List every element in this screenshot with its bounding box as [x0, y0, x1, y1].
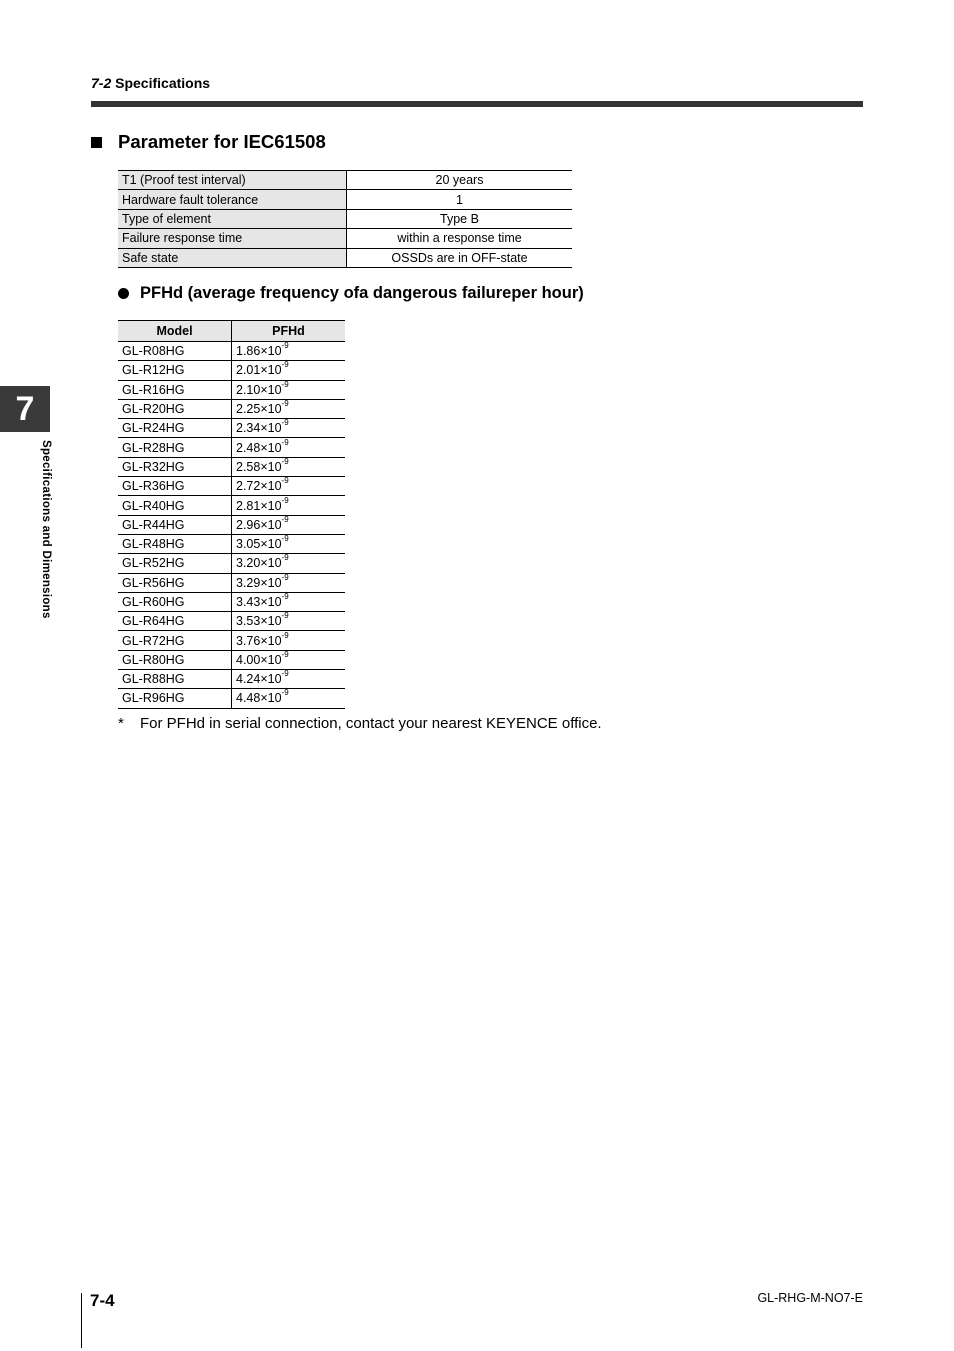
parameter-row: [118, 248, 572, 267]
model-cell: GL-R08HG: [118, 342, 232, 361]
table-row: [118, 573, 345, 592]
pfhd-cell: [232, 457, 346, 476]
pfhd-exponent: -9: [281, 553, 289, 563]
model-cell: GL-R32HG: [118, 457, 232, 476]
pfhd-table: [118, 320, 345, 709]
footer-rule: [81, 1293, 82, 1348]
pfhd-mantissa: 2.72×10: [236, 479, 282, 494]
pfhd-mantissa: 2.81×10: [236, 498, 282, 513]
pfhd-cell: [232, 534, 346, 553]
pfhd-mantissa: 2.96×10: [236, 517, 282, 532]
model-cell: GL-R40HG: [118, 496, 232, 515]
pfhd-mantissa: 4.24×10: [236, 672, 282, 687]
table-row: [118, 438, 345, 457]
document-code: GL-RHG-M-NO7-E: [757, 1291, 863, 1305]
table-row: [118, 419, 345, 438]
pfhd-exponent: -9: [281, 399, 289, 409]
pfhd-exponent: -9: [281, 611, 289, 621]
pfhd-mantissa: 3.43×10: [236, 595, 282, 609]
model-column-header: Model: [118, 321, 232, 342]
model-cell: GL-R52HG: [118, 554, 232, 573]
table-row: [118, 612, 345, 631]
model-cell: GL-R88HG: [118, 670, 232, 689]
table-row: [118, 457, 345, 476]
pfhd-cell: [232, 670, 346, 689]
model-cell: GL-R72HG: [118, 631, 232, 650]
model-cell: GL-R56HG: [118, 573, 232, 592]
pfhd-mantissa: 3.05×10: [236, 537, 282, 552]
parameter-value: 1: [347, 190, 573, 209]
pfhd-cell: [232, 612, 346, 631]
pfhd-mantissa: 4.48×10: [236, 691, 282, 706]
table-row: [118, 689, 345, 708]
model-cell: GL-R80HG: [118, 650, 232, 669]
pfhd-cell: [232, 399, 346, 418]
pfhd-mantissa: 2.25×10: [236, 402, 282, 417]
model-cell: GL-R20HG: [118, 399, 232, 418]
pfhd-mantissa: 3.53×10: [236, 614, 282, 629]
pfhd-mantissa: 2.01×10: [236, 363, 282, 378]
pfhd-mantissa: 2.48×10: [236, 440, 282, 455]
pfhd-mantissa: 3.76×10: [236, 633, 282, 648]
chapter-tab: 7: [0, 386, 50, 432]
table-row: [118, 361, 345, 380]
chapter-side-label: Specifications and Dimensions: [40, 440, 52, 619]
table-row: [118, 380, 345, 399]
pfhd-cell: [232, 573, 346, 592]
pfhd-exponent: -9: [281, 572, 289, 582]
parameter-row: [118, 229, 572, 248]
pfhd-exponent: -9: [281, 534, 289, 544]
pfhd-mantissa: 4.00×10: [236, 652, 282, 667]
pfhd-header-row: [118, 321, 345, 342]
pfhd-exponent: -9: [281, 360, 289, 370]
pfhd-exponent: -9: [281, 495, 289, 505]
parameter-value: OSSDs are in OFF-state: [347, 248, 573, 267]
pfhd-cell: [232, 361, 346, 380]
pfhd-column-header: PFHd: [232, 321, 346, 342]
parameter-row: [118, 171, 572, 190]
section-heading: [91, 131, 326, 153]
pfhd-exponent: -9: [281, 592, 289, 601]
footnote-mark: *: [118, 715, 124, 732]
section-title: Parameter for IEC61508: [118, 131, 326, 152]
table-row: [118, 631, 345, 650]
model-cell: GL-R12HG: [118, 361, 232, 380]
model-cell: GL-R44HG: [118, 515, 232, 534]
pfhd-cell: [232, 342, 346, 361]
pfhd-cell: [232, 515, 346, 534]
pfhd-cell: [232, 477, 346, 496]
table-row: [118, 342, 345, 361]
pfhd-exponent: -9: [281, 669, 289, 679]
parameter-row: [118, 190, 572, 209]
header-rule: [91, 101, 863, 107]
parameter-key: Hardware fault tolerance: [118, 190, 347, 209]
parameter-key: T1 (Proof test interval): [118, 171, 347, 190]
pfhd-mantissa: 2.58×10: [236, 459, 282, 474]
header-section-number: 7-2: [91, 75, 112, 91]
page-number: 7-4: [90, 1291, 115, 1310]
table-row: [118, 515, 345, 534]
parameter-value: Type B: [347, 209, 573, 228]
table-row: [118, 592, 345, 611]
pfhd-cell: [232, 419, 346, 438]
square-bullet-icon: [91, 137, 102, 148]
pfhd-mantissa: 3.20×10: [236, 556, 282, 571]
running-header: [91, 75, 210, 91]
model-cell: GL-R16HG: [118, 380, 232, 399]
table-row: [118, 496, 345, 515]
pfhd-heading: [118, 284, 584, 303]
pfhd-cell: [232, 554, 346, 573]
pfhd-mantissa: 3.29×10: [236, 575, 282, 590]
parameter-key: Type of element: [118, 209, 347, 228]
pfhd-exponent: -9: [281, 456, 289, 466]
table-row: [118, 554, 345, 573]
parameter-value: within a response time: [347, 229, 573, 248]
pfhd-exponent: -9: [281, 630, 289, 640]
pfhd-cell: [232, 496, 346, 515]
table-row: [118, 650, 345, 669]
parameter-key: Safe state: [118, 248, 347, 267]
table-row: [118, 399, 345, 418]
model-cell: GL-R24HG: [118, 419, 232, 438]
pfhd-exponent: -9: [281, 341, 289, 351]
circle-bullet-icon: [118, 288, 129, 299]
table-row: [118, 534, 345, 553]
parameter-table: [118, 170, 572, 268]
pfhd-exponent: -9: [281, 418, 289, 428]
pfhd-exponent: -9: [281, 514, 289, 524]
parameter-value: 20 years: [347, 171, 573, 190]
model-cell: GL-R48HG: [118, 534, 232, 553]
pfhd-title: PFHd (average frequency ofa dangerous failureper hour): [140, 284, 584, 302]
pfhd-cell: [232, 689, 346, 708]
model-cell: GL-R64HG: [118, 612, 232, 631]
pfhd-cell: [232, 592, 346, 611]
pfhd-exponent: -9: [281, 476, 289, 486]
model-cell: GL-R96HG: [118, 689, 232, 708]
footnote-text: For PFHd in serial connection, contact your nearest KEYENCE office.: [140, 715, 602, 732]
model-cell: GL-R36HG: [118, 477, 232, 496]
pfhd-cell: [232, 631, 346, 650]
parameter-row: [118, 209, 572, 228]
pfhd-cell: [232, 650, 346, 669]
pfhd-cell: [232, 438, 346, 457]
model-cell: GL-R60HG: [118, 592, 232, 611]
pfhd-mantissa: 2.10×10: [236, 382, 282, 397]
pfhd-exponent: -9: [281, 379, 289, 389]
parameter-key: Failure response time: [118, 229, 347, 248]
pfhd-exponent: -9: [281, 688, 289, 698]
pfhd-cell: [232, 380, 346, 399]
pfhd-mantissa: 1.86×10: [236, 344, 282, 359]
pfhd-exponent: -9: [281, 649, 289, 659]
pfhd-exponent: -9: [281, 437, 289, 447]
footnote: [118, 715, 602, 732]
model-cell: GL-R28HG: [118, 438, 232, 457]
header-section-title: Specifications: [115, 75, 211, 91]
table-row: [118, 477, 345, 496]
table-row: [118, 670, 345, 689]
pfhd-mantissa: 2.34×10: [236, 421, 282, 436]
